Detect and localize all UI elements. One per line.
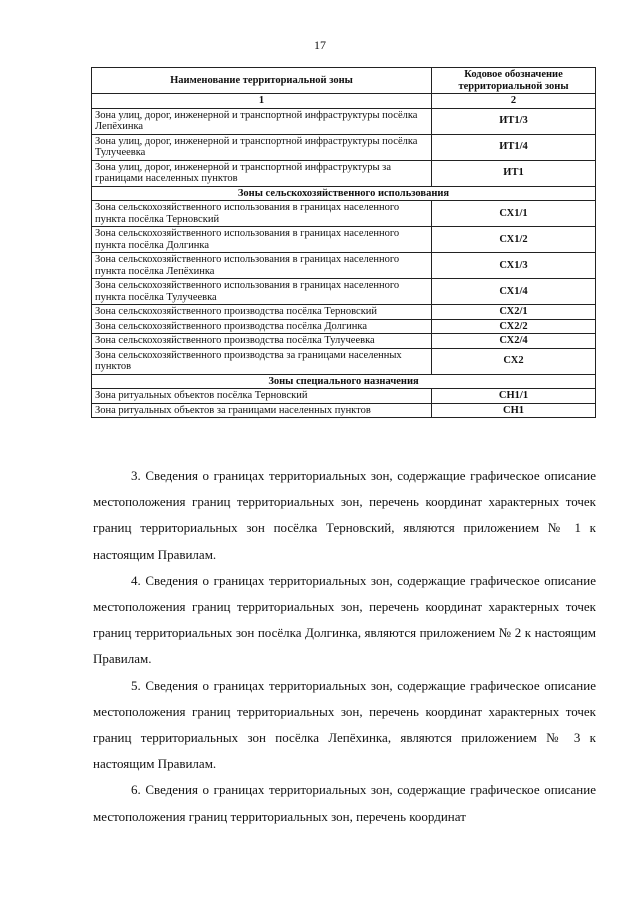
zone-code: СХ1/4 xyxy=(432,279,596,305)
page-number: 17 xyxy=(314,38,326,52)
zone-name: Зона улиц, дорог, инженерной и транспортной инфраструктуры посёлка Лепёхинка xyxy=(92,108,432,134)
zone-code: СХ2/4 xyxy=(432,334,596,349)
table-row xyxy=(92,108,596,134)
zone-name: Зона сельскохозяйственного использования в границах населенного пункта посёлка Долгинка xyxy=(92,227,432,253)
zone-name: Зона ритуальных объектов за границами населенных пунктов xyxy=(92,403,432,418)
table-row xyxy=(92,253,596,279)
zone-name: Зона сельскохозяйственного производства за границами населенных пунктов xyxy=(92,348,432,374)
body-text xyxy=(93,463,596,830)
table-row xyxy=(92,334,596,349)
table-row xyxy=(92,348,596,374)
zone-name: Зона сельскохозяйственного использования в границах населенного пункта посёлка Лепёхинка xyxy=(92,253,432,279)
table-header-row xyxy=(92,68,596,94)
table-row xyxy=(92,160,596,186)
zone-name: Зона сельскохозяйственного производства посёлка Долгинка xyxy=(92,319,432,334)
section-title: Зоны сельскохозяйственного использования xyxy=(92,186,596,201)
section-row xyxy=(92,186,596,201)
zone-code: ИТ1 xyxy=(432,160,596,186)
zone-name: Зона сельскохозяйственного производства посёлка Терновский xyxy=(92,305,432,320)
table-row xyxy=(92,201,596,227)
zone-name: Зона сельскохозяйственного использования в границах населенного пункта посёлка Терновский xyxy=(92,201,432,227)
table-row xyxy=(92,305,596,320)
zone-code: СХ2 xyxy=(432,348,596,374)
zone-code: СХ1/2 xyxy=(432,227,596,253)
zone-code: СН1 xyxy=(432,403,596,418)
zone-name: Зона сельскохозяйственного использования в границах населенного пункта посёлка Тулучеевка xyxy=(92,279,432,305)
zone-code: СХ2/2 xyxy=(432,319,596,334)
header-zone-name: Наименование территориальной зоны xyxy=(92,68,432,94)
paragraph: 5. Сведения о границах территориальных зон, содержащие графическое описание местоположения границ территориальных зон, перечень координат характерных точек границ территориальных зон посёлка Лепёхинка, являются приложением № 3 к настоящим Правилам. xyxy=(93,677,596,772)
section-row xyxy=(92,374,596,389)
zone-code: ИТ1/4 xyxy=(432,134,596,160)
zone-name: Зона улиц, дорог, инженерной и транспортной инфраструктуры за границами населенных пунктов xyxy=(92,160,432,186)
zone-name: Зона сельскохозяйственного производства посёлка Тулучеевка xyxy=(92,334,432,349)
paragraph: 6. Сведения о границах территориальных зон, содержащие графическое описание местоположения границ территориальных зон, перечень координат xyxy=(93,782,596,824)
zone-code: СХ2/1 xyxy=(432,305,596,320)
table-row xyxy=(92,227,596,253)
paragraph: 3. Сведения о границах территориальных зон, содержащие графическое описание местоположения границ территориальных зон, перечень координат характерных точек границ территориальных зон посёлка Терновский, являются приложением № 1 к настоящим Правилам. xyxy=(93,468,596,562)
column-number-row xyxy=(92,94,596,109)
section-title: Зоны специального назначения xyxy=(92,374,596,389)
zone-name: Зона улиц, дорог, инженерной и транспортной инфраструктуры посёлка Тулучеевка xyxy=(92,134,432,160)
zone-code: СХ1/3 xyxy=(432,253,596,279)
zone-code: ИТ1/3 xyxy=(432,108,596,134)
table-row xyxy=(92,279,596,305)
zone-code: СХ1/1 xyxy=(432,201,596,227)
header-zone-code: Кодовое обозначение территориальной зоны xyxy=(432,68,596,94)
zone-code: СН1/1 xyxy=(432,389,596,404)
paragraph: 4. Сведения о границах территориальных зон, содержащие графическое описание местоположения границ территориальных зон, перечень координат характерных точек границ территориальных зон посёлка Долгинка, являются приложением № 2 к настоящим Правилам. xyxy=(93,572,596,667)
table-row xyxy=(92,134,596,160)
column-number: 1 xyxy=(92,94,432,109)
table-row xyxy=(92,389,596,404)
zones-table xyxy=(91,67,596,418)
column-number: 2 xyxy=(432,94,596,109)
zone-name: Зона ритуальных объектов посёлка Терновский xyxy=(92,389,432,404)
table-row xyxy=(92,403,596,418)
table-row xyxy=(92,319,596,334)
